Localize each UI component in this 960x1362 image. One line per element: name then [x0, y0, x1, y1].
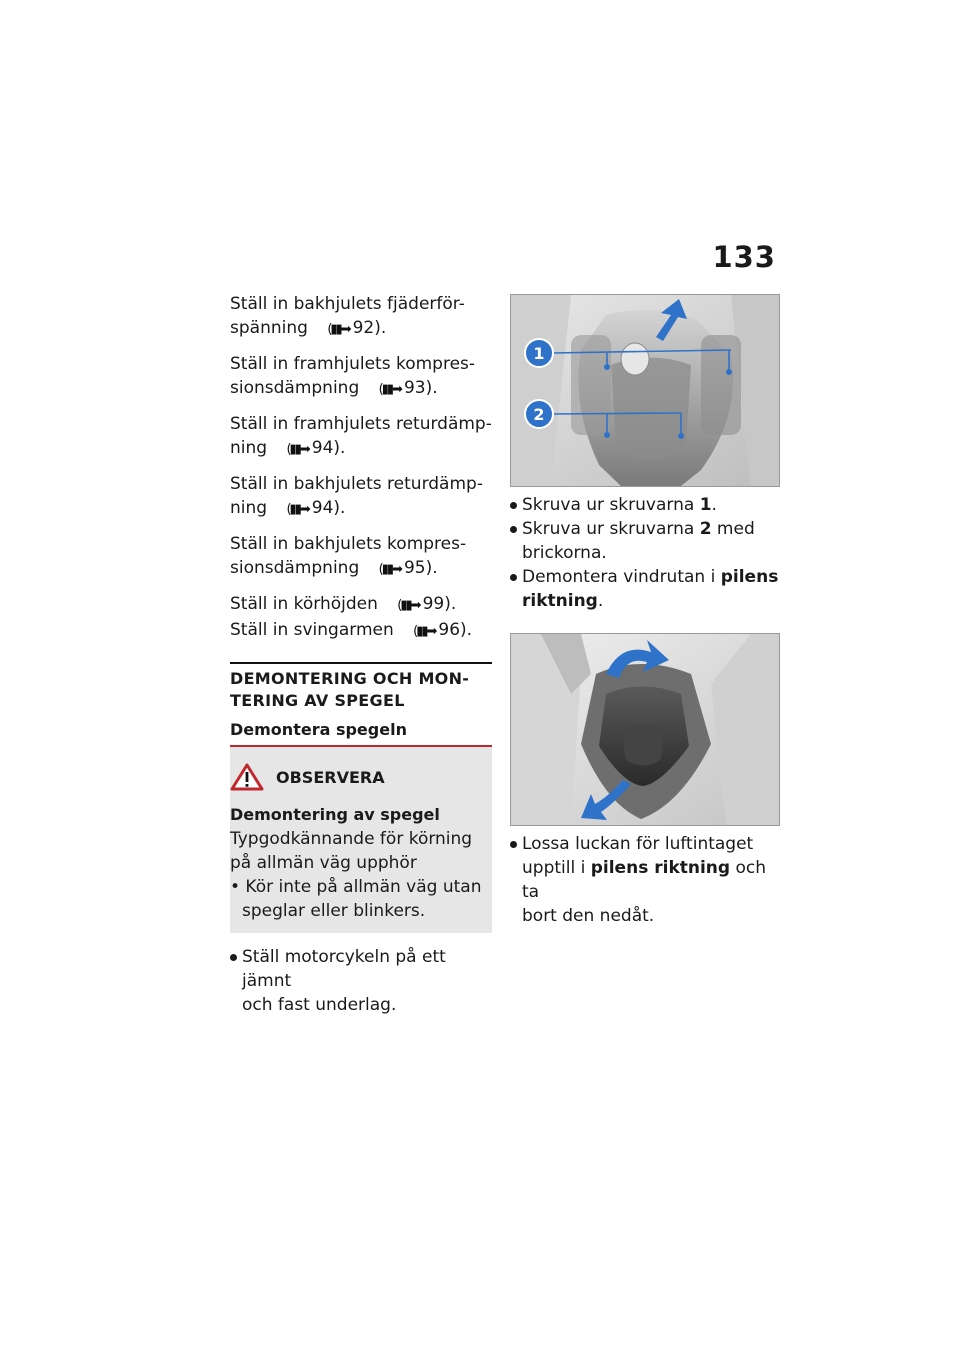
figure1-illustration: [511, 295, 779, 486]
warning-triangle-icon: [230, 763, 264, 791]
page-ref-arrow-icon: (▮▮➡: [286, 502, 309, 517]
air-intake-cover-figure: [510, 633, 780, 826]
page-ref: 94).: [311, 498, 346, 518]
list-item: Skruva ur skruvarna 2 med brickorna.: [510, 517, 780, 565]
paragraph: [230, 592, 492, 618]
paragraph: [230, 532, 492, 582]
para-text: ning: [230, 498, 268, 518]
svg-text:1: 1: [533, 344, 545, 363]
page-ref-arrow-icon: (▮▮➡: [397, 598, 420, 613]
page-ref: 92).: [352, 318, 387, 338]
paragraph: [230, 412, 492, 462]
page-ref-arrow-icon: (▮▮➡: [378, 382, 401, 397]
sub-heading: Demontera spegeln: [230, 720, 407, 739]
notice-box: [230, 745, 492, 933]
steps-list: [510, 493, 780, 613]
right-column: [510, 294, 780, 928]
callout-2: [525, 400, 553, 428]
page-ref: 99).: [422, 594, 457, 614]
windscreen-screws-figure: [510, 294, 780, 487]
para-text: Ställ in bakhjulets returdämp-: [230, 474, 483, 494]
list-item: Ställ motorcykeln på ett jämnt och fast underlag.: [230, 945, 492, 1017]
notice-body: Demontering av spegel Typgodkännande för körning på allmän väg upphör • Kör inte på allmän väg utan speglar eller blinkers.: [230, 805, 482, 921]
page-ref-arrow-icon: (▮▮➡: [413, 624, 436, 639]
list-item: Skruva ur skruvarna 1.: [510, 493, 780, 517]
para-text: Ställ in bakhjulets fjäderför-: [230, 294, 465, 314]
page-ref: 93).: [403, 378, 438, 398]
para-text: Ställ in körhöjden: [230, 594, 378, 614]
page-ref: 96).: [438, 620, 473, 640]
paragraph: [230, 618, 492, 644]
para-text: Ställ in svingarmen: [230, 620, 394, 640]
paragraph: [230, 292, 492, 342]
list-item: Demontera vindrutan i pilens riktning.: [510, 565, 780, 613]
paragraph: [230, 472, 492, 522]
figure2-illustration: [511, 634, 779, 825]
para-text: Ställ in bakhjulets kompres-: [230, 534, 467, 554]
list-item: Lossa luckan för luftintaget upptill i pilens riktning och ta bort den nedåt.: [510, 832, 780, 928]
para-text: Ställ in framhjulets kompres-: [230, 354, 476, 374]
para-text: sionsdämpning: [230, 378, 360, 398]
page-ref: 94).: [311, 438, 346, 458]
section-heading: DEMONTERING OCH MON- TERING AV SPEGEL: [230, 662, 492, 712]
page-ref-arrow-icon: (▮▮➡: [286, 442, 309, 457]
para-text: sionsdämpning: [230, 558, 360, 578]
paragraph: [230, 352, 492, 402]
page-number: 133: [712, 240, 776, 274]
page-ref: 95).: [403, 558, 438, 578]
callout-1: [525, 339, 553, 367]
para-text: ning: [230, 438, 268, 458]
steps-list-2: [510, 832, 780, 928]
para-text: spänning: [230, 318, 308, 338]
page-ref-arrow-icon: (▮▮➡: [378, 562, 401, 577]
left-column: [230, 292, 492, 1017]
page-ref-arrow-icon: (▮▮➡: [327, 322, 350, 337]
notice-title: OBSERVERA: [230, 763, 492, 791]
svg-text:2: 2: [533, 405, 545, 424]
para-text: Ställ in framhjulets returdämp-: [230, 414, 492, 434]
